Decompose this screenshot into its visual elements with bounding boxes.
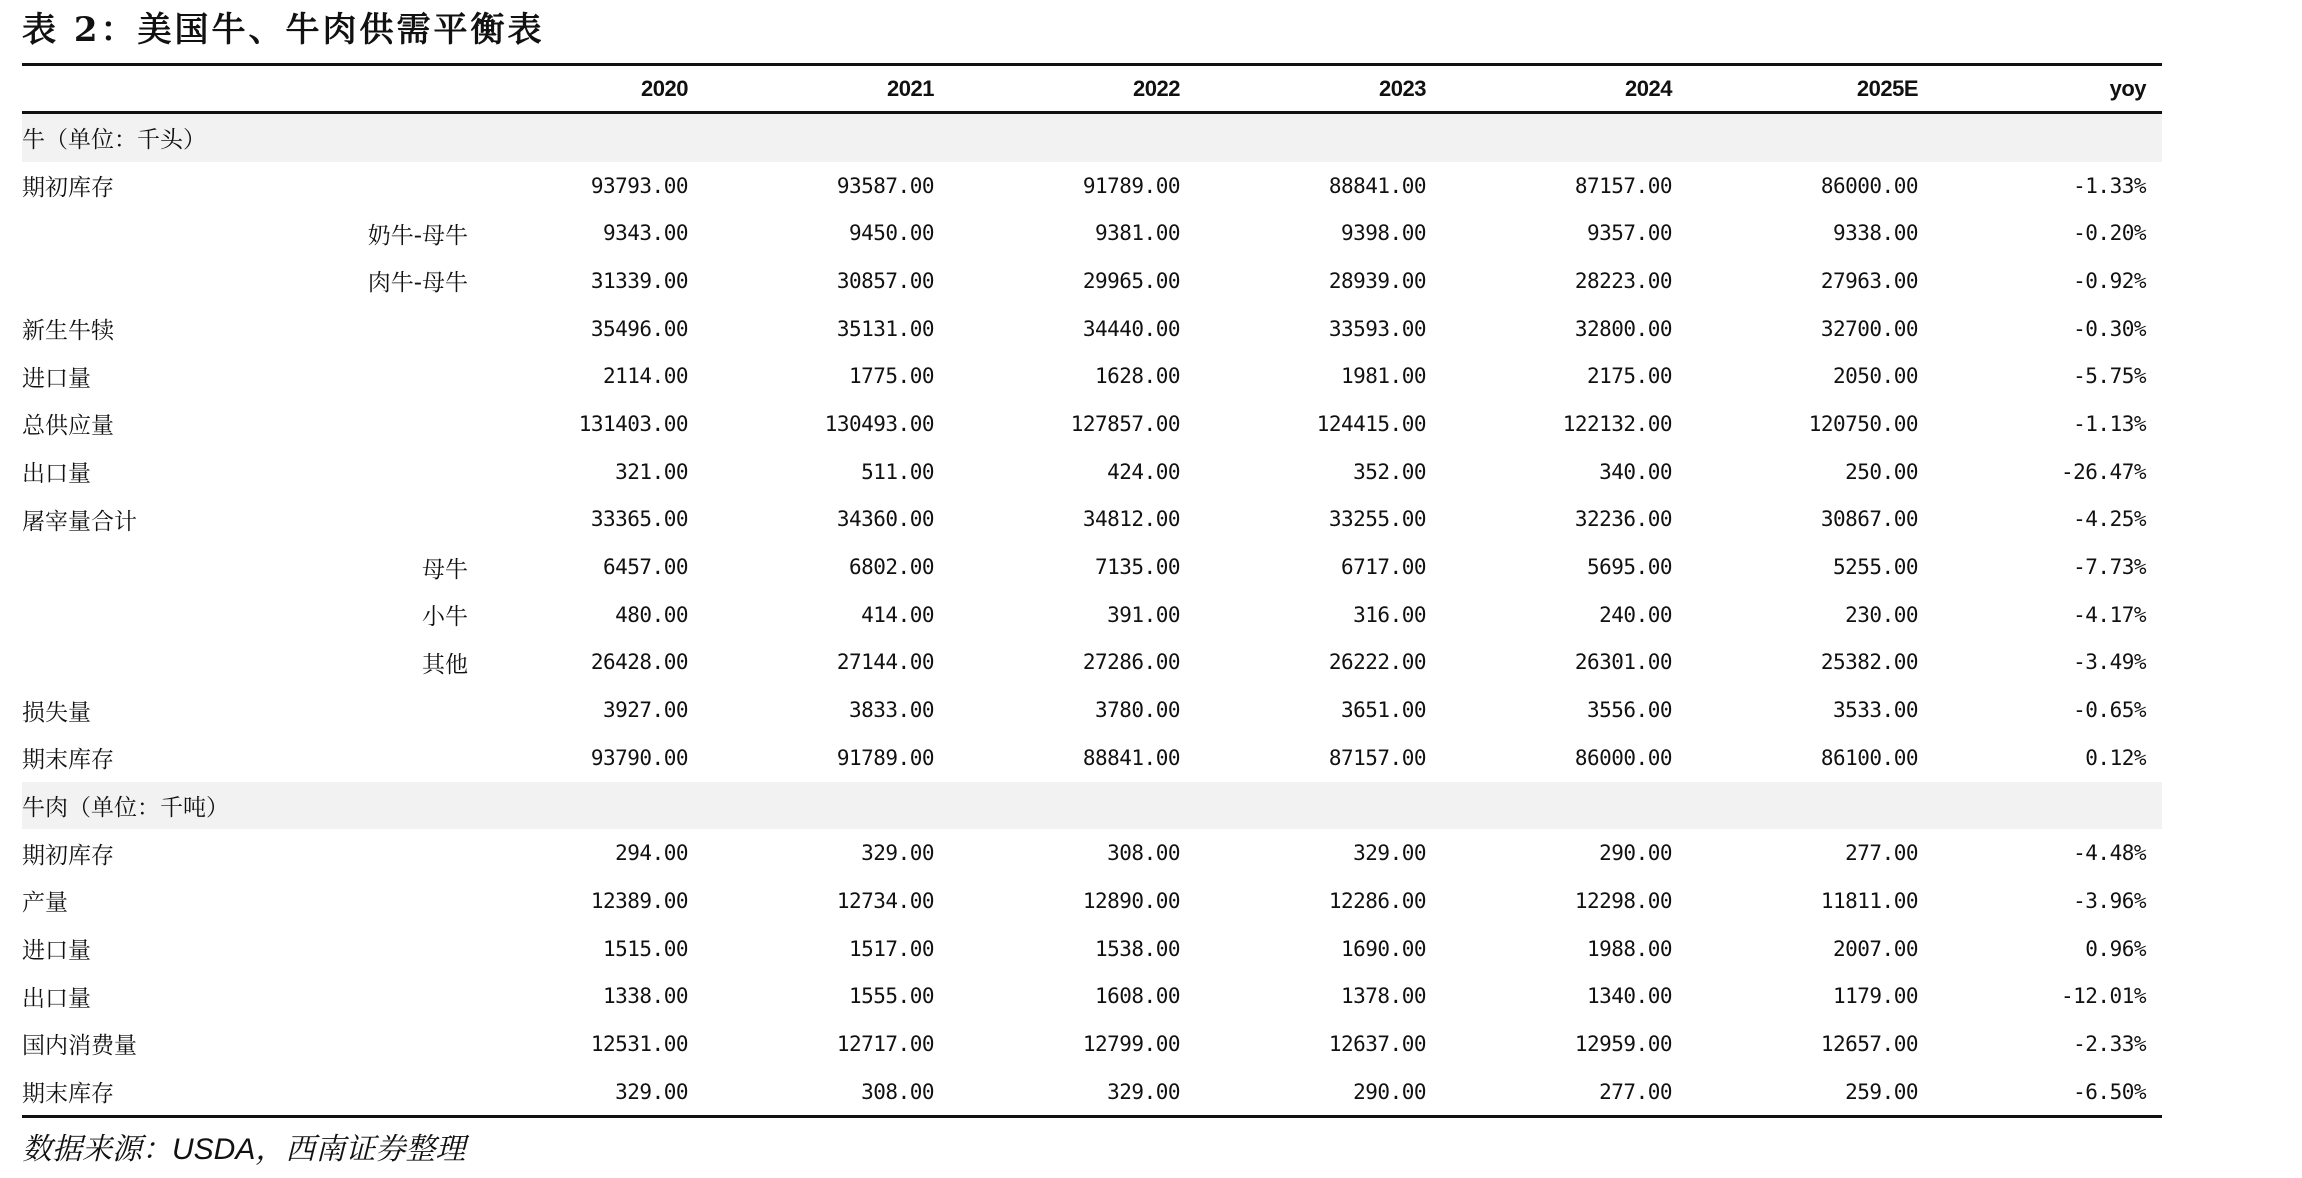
value-cell: 86100.00	[1820, 745, 1918, 770]
row-label: 产量	[22, 890, 68, 917]
table-row	[22, 543, 2162, 591]
table-row	[22, 209, 2162, 257]
yoy-cell: -1.13%	[2073, 411, 2146, 436]
value-cell: 290.00	[1353, 1079, 1426, 1104]
table-row	[22, 591, 2162, 639]
row-label: 新生牛犊	[22, 318, 114, 345]
section-label: 牛（单位：千头）	[22, 127, 206, 154]
row-label: 损失量	[22, 699, 91, 726]
supply-demand-table	[22, 63, 2162, 1118]
value-cell: 12799.00	[1082, 1031, 1180, 1056]
table-row	[22, 639, 2162, 687]
value-cell: 122132.00	[1562, 411, 1672, 436]
value-cell: 250.00	[1845, 459, 1918, 484]
value-cell: 33365.00	[590, 507, 688, 532]
table-row	[22, 829, 2162, 877]
value-cell: 27963.00	[1820, 268, 1918, 293]
value-cell: 34360.00	[836, 507, 934, 532]
table-row	[22, 686, 2162, 734]
value-cell: 1378.00	[1340, 984, 1426, 1009]
table-row	[22, 496, 2162, 544]
table-row	[22, 972, 2162, 1020]
value-cell: 127857.00	[1070, 411, 1180, 436]
value-cell: 12657.00	[1820, 1031, 1918, 1056]
value-cell: 93793.00	[590, 173, 688, 198]
value-cell: 6457.00	[602, 555, 688, 580]
value-cell: 3833.00	[848, 698, 934, 723]
value-cell: 34812.00	[1082, 507, 1180, 532]
value-cell: 340.00	[1599, 459, 1672, 484]
yoy-cell: -4.17%	[2073, 602, 2146, 627]
value-cell: 9343.00	[602, 221, 688, 246]
value-cell: 35131.00	[836, 316, 934, 341]
value-cell: 5255.00	[1832, 555, 1918, 580]
header-col-2020: 2020	[641, 75, 688, 101]
value-cell: 35496.00	[590, 316, 688, 341]
value-cell: 9338.00	[1832, 221, 1918, 246]
value-cell: 3533.00	[1832, 698, 1918, 723]
row-label: 期初库存	[22, 175, 114, 202]
value-cell: 25382.00	[1820, 650, 1918, 675]
row-label: 屠宰量合计	[22, 508, 137, 535]
value-cell: 259.00	[1845, 1079, 1918, 1104]
value-cell: 120750.00	[1808, 411, 1918, 436]
value-cell: 316.00	[1353, 602, 1426, 627]
yoy-cell: -4.25%	[2073, 507, 2146, 532]
table-body	[22, 114, 2162, 1115]
value-cell: 30867.00	[1820, 507, 1918, 532]
yoy-cell: -1.33%	[2073, 173, 2146, 198]
value-cell: 1775.00	[848, 364, 934, 389]
value-cell: 131403.00	[578, 411, 688, 436]
table-row	[22, 257, 2162, 305]
header-col-2023: 2023	[1379, 75, 1426, 101]
section-row	[22, 114, 2162, 162]
value-cell: 1340.00	[1586, 984, 1672, 1009]
value-cell: 32236.00	[1574, 507, 1672, 532]
value-cell: 9450.00	[848, 221, 934, 246]
value-cell: 91789.00	[836, 745, 934, 770]
value-cell: 12286.00	[1328, 888, 1426, 913]
table-row	[22, 925, 2162, 973]
yoy-cell: -26.47%	[2060, 459, 2146, 484]
section-label: 牛肉（单位：千吨）	[22, 794, 229, 821]
value-cell: 30857.00	[836, 268, 934, 293]
value-cell: 2050.00	[1832, 364, 1918, 389]
value-cell: 91789.00	[1082, 173, 1180, 198]
row-label: 期末库存	[22, 1081, 114, 1108]
value-cell: 12637.00	[1328, 1031, 1426, 1056]
value-cell: 34440.00	[1082, 316, 1180, 341]
value-cell: 6802.00	[848, 555, 934, 580]
table-row	[22, 305, 2162, 353]
value-cell: 12389.00	[590, 888, 688, 913]
value-cell: 26301.00	[1574, 650, 1672, 675]
value-cell: 12890.00	[1082, 888, 1180, 913]
value-cell: 3556.00	[1586, 698, 1672, 723]
value-cell: 1988.00	[1586, 936, 1672, 961]
value-cell: 1690.00	[1340, 936, 1426, 961]
value-cell: 93587.00	[836, 173, 934, 198]
value-cell: 1517.00	[848, 936, 934, 961]
value-cell: 93790.00	[590, 745, 688, 770]
value-cell: 9357.00	[1586, 221, 1672, 246]
value-cell: 32800.00	[1574, 316, 1672, 341]
yoy-cell: -3.49%	[2073, 650, 2146, 675]
table-row	[22, 1020, 2162, 1068]
table-header-row	[22, 66, 2162, 111]
value-cell: 86000.00	[1574, 745, 1672, 770]
value-cell: 28939.00	[1328, 268, 1426, 293]
yoy-cell: -5.75%	[2073, 364, 2146, 389]
value-cell: 12959.00	[1574, 1031, 1672, 1056]
value-cell: 86000.00	[1820, 173, 1918, 198]
value-cell: 308.00	[861, 1079, 934, 1104]
yoy-cell: -0.20%	[2073, 221, 2146, 246]
value-cell: 12734.00	[836, 888, 934, 913]
value-cell: 329.00	[1353, 841, 1426, 866]
value-cell: 329.00	[615, 1079, 688, 1104]
yoy-cell: -7.73%	[2073, 555, 2146, 580]
row-sublabel: 小牛	[422, 604, 468, 631]
yoy-cell: -4.48%	[2073, 841, 2146, 866]
value-cell: 1608.00	[1094, 984, 1180, 1009]
value-cell: 27144.00	[836, 650, 934, 675]
table-bottom-rule	[22, 1115, 2162, 1118]
source-note: 数据来源：USDA，西南证券整理	[22, 1133, 466, 1166]
value-cell: 329.00	[861, 841, 934, 866]
value-cell: 240.00	[1599, 602, 1672, 627]
value-cell: 5695.00	[1586, 555, 1672, 580]
value-cell: 352.00	[1353, 459, 1426, 484]
value-cell: 414.00	[861, 602, 934, 627]
value-cell: 33255.00	[1328, 507, 1426, 532]
value-cell: 321.00	[615, 459, 688, 484]
value-cell: 424.00	[1107, 459, 1180, 484]
table-title: 表 2：美国牛、牛肉供需平衡表	[22, 10, 545, 50]
row-label: 期末库存	[22, 747, 114, 774]
value-cell: 1515.00	[602, 936, 688, 961]
value-cell: 3927.00	[602, 698, 688, 723]
yoy-cell: 0.96%	[2085, 936, 2146, 961]
value-cell: 31339.00	[590, 268, 688, 293]
header-col-2021: 2021	[887, 75, 934, 101]
header-col-2025e: 2025E	[1856, 75, 1918, 101]
value-cell: 308.00	[1107, 841, 1180, 866]
value-cell: 480.00	[615, 602, 688, 627]
value-cell: 1338.00	[602, 984, 688, 1009]
table-row	[22, 877, 2162, 925]
value-cell: 9398.00	[1340, 221, 1426, 246]
value-cell: 26428.00	[590, 650, 688, 675]
row-sublabel: 奶牛-母牛	[367, 222, 468, 249]
row-label: 期初库存	[22, 842, 114, 869]
yoy-cell: -0.65%	[2073, 698, 2146, 723]
table-row	[22, 1068, 2162, 1116]
value-cell: 87157.00	[1574, 173, 1672, 198]
value-cell: 33593.00	[1328, 316, 1426, 341]
value-cell: 294.00	[615, 841, 688, 866]
value-cell: 12298.00	[1574, 888, 1672, 913]
value-cell: 12717.00	[836, 1031, 934, 1056]
yoy-cell: -3.96%	[2073, 888, 2146, 913]
yoy-cell: -0.30%	[2073, 316, 2146, 341]
yoy-cell: -6.50%	[2073, 1079, 2146, 1104]
table-row	[22, 352, 2162, 400]
value-cell: 391.00	[1107, 602, 1180, 627]
value-cell: 230.00	[1845, 602, 1918, 627]
table-row	[22, 448, 2162, 496]
value-cell: 27286.00	[1082, 650, 1180, 675]
value-cell: 1179.00	[1832, 984, 1918, 1009]
value-cell: 130493.00	[824, 411, 934, 436]
row-label: 出口量	[22, 461, 91, 488]
value-cell: 12531.00	[590, 1031, 688, 1056]
row-sublabel: 其他	[422, 651, 468, 678]
value-cell: 6717.00	[1340, 555, 1426, 580]
value-cell: 2114.00	[602, 364, 688, 389]
value-cell: 1538.00	[1094, 936, 1180, 961]
value-cell: 7135.00	[1094, 555, 1180, 580]
yoy-cell: -0.92%	[2073, 268, 2146, 293]
value-cell: 3651.00	[1340, 698, 1426, 723]
yoy-cell: -12.01%	[2060, 984, 2146, 1009]
yoy-cell: 0.12%	[2085, 745, 2146, 770]
value-cell: 2007.00	[1832, 936, 1918, 961]
value-cell: 3780.00	[1094, 698, 1180, 723]
value-cell: 277.00	[1599, 1079, 1672, 1104]
value-cell: 1628.00	[1094, 364, 1180, 389]
yoy-cell: -2.33%	[2073, 1031, 2146, 1056]
value-cell: 290.00	[1599, 841, 1672, 866]
row-label: 进口量	[22, 938, 91, 965]
value-cell: 9381.00	[1094, 221, 1180, 246]
section-row	[22, 782, 2162, 830]
value-cell: 11811.00	[1820, 888, 1918, 913]
row-sublabel: 肉牛-母牛	[367, 270, 468, 297]
row-label: 出口量	[22, 985, 91, 1012]
value-cell: 32700.00	[1820, 316, 1918, 341]
value-cell: 1555.00	[848, 984, 934, 1009]
row-label: 总供应量	[22, 413, 114, 440]
value-cell: 511.00	[861, 459, 934, 484]
row-label: 进口量	[22, 365, 91, 392]
value-cell: 87157.00	[1328, 745, 1426, 770]
header-col-yoy: yoy	[2109, 75, 2146, 101]
row-label: 国内消费量	[22, 1033, 137, 1060]
table-row	[22, 400, 2162, 448]
value-cell: 1981.00	[1340, 364, 1426, 389]
value-cell: 28223.00	[1574, 268, 1672, 293]
header-col-2024: 2024	[1625, 75, 1672, 101]
row-sublabel: 母牛	[422, 556, 468, 583]
value-cell: 329.00	[1107, 1079, 1180, 1104]
value-cell: 29965.00	[1082, 268, 1180, 293]
value-cell: 88841.00	[1082, 745, 1180, 770]
value-cell: 124415.00	[1316, 411, 1426, 436]
table-row	[22, 734, 2162, 782]
value-cell: 88841.00	[1328, 173, 1426, 198]
value-cell: 26222.00	[1328, 650, 1426, 675]
value-cell: 277.00	[1845, 841, 1918, 866]
value-cell: 2175.00	[1586, 364, 1672, 389]
table-row	[22, 162, 2162, 210]
header-col-2022: 2022	[1133, 75, 1180, 101]
